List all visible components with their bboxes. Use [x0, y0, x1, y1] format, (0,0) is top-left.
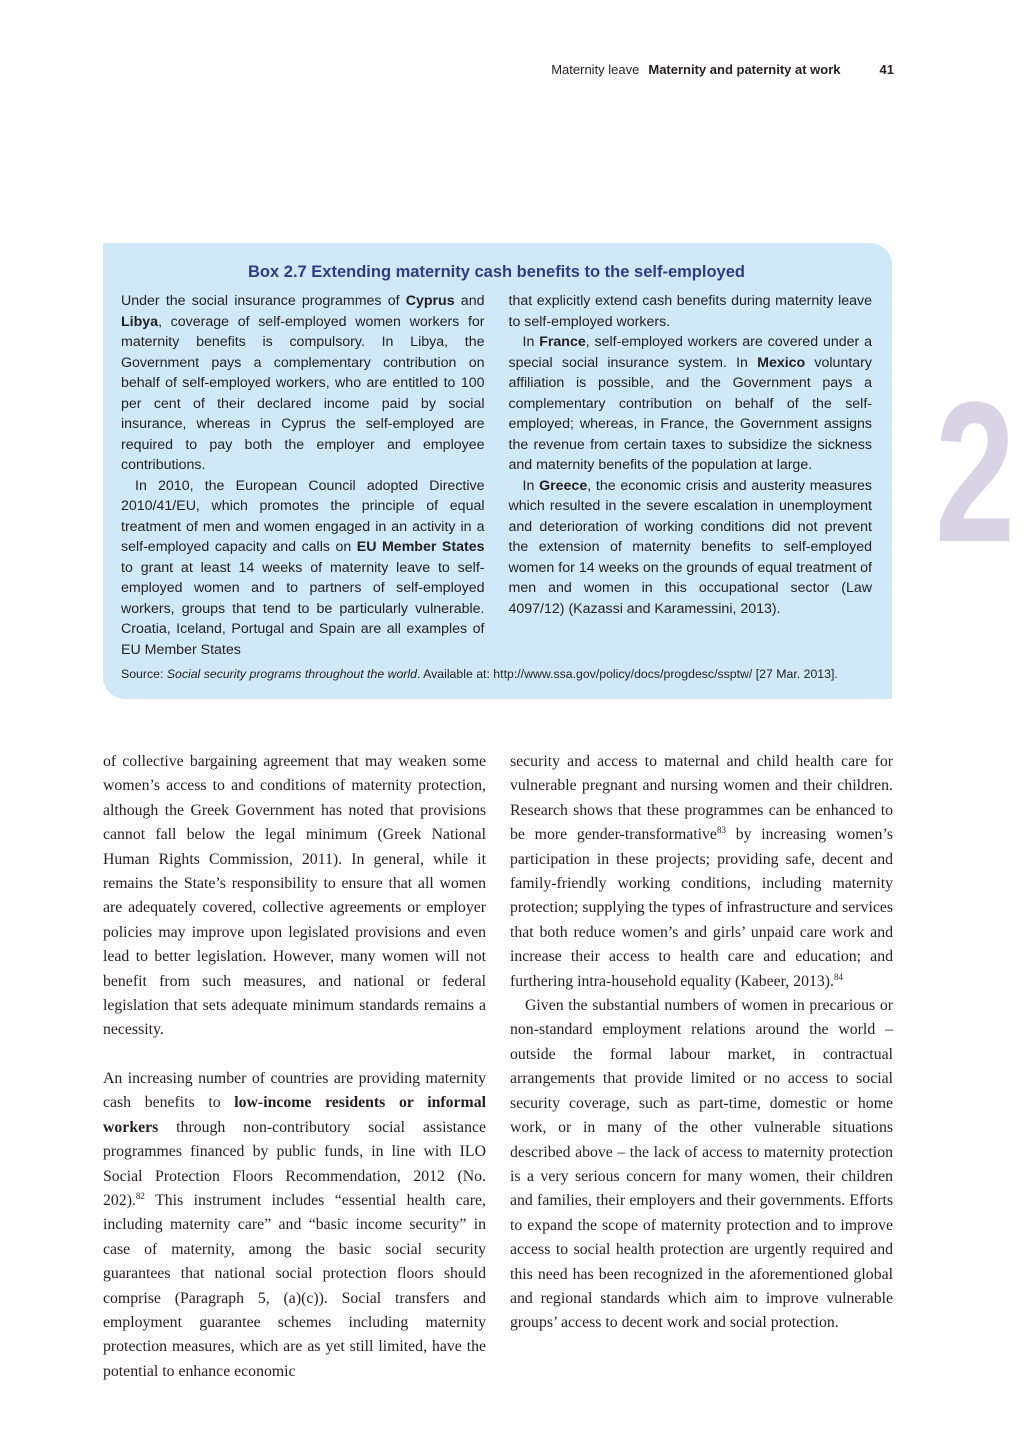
box-2-7	[103, 243, 892, 699]
text-run: to grant at least 14 weeks of maternity leave to self-employed women and to partners of self-employed workers, groups that tend to be particularly vulnerable. Croatia, Iceland, Portugal and Spain are all examples of EU Member States	[121, 559, 485, 658]
source-label: Source:	[121, 667, 167, 681]
source-title: Social security programs throughout the world	[166, 667, 417, 681]
text-run: , coverage of self-employed women workers for maternity benefits is compulsory. In Libya, the Government pays a complementary contribution on behalf of self-employed workers, who are entitled to 100 per cent of their declared income paid by social insurance, whereas in Cyprus the self-employed are required to pay both the employer and employee contributions.	[121, 313, 485, 473]
text-run: that explicitly extend cash benefits during maternity leave to self-employed workers.	[508, 293, 872, 330]
box-left-column	[121, 291, 485, 660]
text-run: through non-contributory social assistance programmes financed by public funds, in line with ILO Social Protection Floors Recommendation, 2012 (No. 202).	[103, 1118, 486, 1209]
text-run: An increasing number of countries are providing maternity cash benefits to	[103, 1069, 486, 1112]
box-columns	[121, 291, 872, 660]
text-run: of collective bargaining agreement that may weaken some women’s access to and conditions of maternity protection, although the Greek Government has noted that provisions cannot fall below the legal minimum (Greek National Human Rights Commission, 2011). In general, while it remains the State’s responsibility to ensure that all women are adequately covered, collective agreements or employer policies may improve upon legislated provisions and even lead to better legislation. However, many women will not benefit from such measures, and national or federal legislation that sets adequate minimum standards remains a necessity.	[103, 753, 486, 1039]
text-run: This instrument includes “essential health care, including maternity care” and “basic income security” in case of maternity, among the basic social security guarantees that national social protection floors should comprise (Paragraph 5, (a)(c)). Social transfers and employment guarantee schemes including maternity protection measures, which are as yet still limited, have the potential to enhance economic	[103, 1191, 486, 1380]
text-run: voluntary affiliation is possible, and the Government pays a complementary contribution on behalf of the self-employed; whereas, in France, the Government assigns the revenue from certain taxes to subsidize the sickness and maternity benefits of the population at large.	[508, 354, 872, 473]
bold-term: France	[539, 334, 586, 350]
footnote-ref: 82	[135, 1190, 145, 1201]
text-run: , the economic crisis and austerity measures which resulted in the severe escalation in unemployment and deterioration of working conditions did not prevent the extension of maternity benefits to self-employed women for 14 weeks on the grounds of equal treatment of men and women in this occupational sector (Law 4097/12) (Kazassi and Karamessini, 2013).	[508, 477, 872, 617]
body-text	[103, 750, 893, 1384]
bold-term: EU Member States	[356, 539, 485, 555]
text-run: Given the substantial numbers of women in precarious or non-standard employment relations around the world – outside the formal labour market, in contractual arrangements that provide limited or no access to social security coverage, such as part-time, domestic or home work, or in many of the other vulnerable situations described above – the lack of access to maternity protection is a very serious concern for many women, their children and families, their employers and their governments. Efforts to expand the scope of maternity protection and to improve access to social health protection are urgently required and this need has been recognized in the aforementioned global and regional standards which aim to improve vulnerable groups’ access to decent work and social protection.	[510, 997, 893, 1332]
box-paragraph	[121, 291, 485, 476]
body-left-column	[103, 750, 486, 1384]
box-right-column	[509, 291, 873, 660]
body-paragraph	[103, 750, 486, 1043]
box-paragraph	[509, 476, 873, 620]
box-paragraph	[509, 332, 873, 476]
footnote-ref: 84	[833, 971, 843, 982]
bold-term: Mexico	[757, 354, 806, 371]
header-title: Maternity and paternity at work	[648, 61, 841, 77]
body-paragraph	[103, 1067, 486, 1384]
header-section: Maternity leave	[551, 61, 640, 77]
page-number: 41	[879, 61, 894, 77]
bold-term: low-income residents or informal workers	[103, 1094, 486, 1136]
text-run: In	[522, 477, 540, 494]
footnote-ref: 83	[716, 825, 726, 836]
box-title: Box 2.7 Extending maternity cash benefits to the self-employed	[248, 263, 745, 281]
bold-term: Cyprus	[405, 293, 455, 309]
body-right-column	[510, 750, 893, 1384]
text-run: and	[454, 293, 485, 309]
text-run: by increasing women’s participation in these projects; providing safe, decent and family-friendly working conditions, including maternity protection; supplying the types of infrastructure and services that both reduce women’s and girls’ unpaid care work and increase their access to health care and education; and furthering intra-household equality (Kabeer, 2013).	[510, 826, 893, 990]
source-rest: . Available at: http://www.ssa.gov/policy/docs/progdesc/ssptw/ [27 Mar. 2013].	[416, 667, 838, 681]
box-paragraph	[121, 476, 485, 661]
text-run: In	[522, 334, 540, 350]
body-paragraph	[510, 750, 893, 994]
running-header	[0, 59, 894, 79]
bold-term: Libya	[121, 313, 159, 330]
box-source	[121, 667, 872, 681]
body-paragraph	[510, 994, 893, 1336]
box-paragraph	[509, 291, 873, 332]
bold-term: Greece	[539, 477, 588, 494]
text-run: Under the social insurance programmes of	[121, 293, 406, 309]
chapter-marker: 2	[935, 361, 1016, 584]
text-run: , self-employed workers are covered under a special social insurance system. In	[508, 334, 872, 371]
text-run: security and access to maternal and child health care for vulnerable pregnant and nursing women and their children. Research shows that these programmes can be enhanced to be more gender-transformative	[510, 753, 893, 844]
text-run: In 2010, the European Council adopted Directive 2010/41/EU, which promotes the principle of equal treatment of men and women engaged in an activity in a self-employed capacity and calls on	[121, 477, 485, 555]
